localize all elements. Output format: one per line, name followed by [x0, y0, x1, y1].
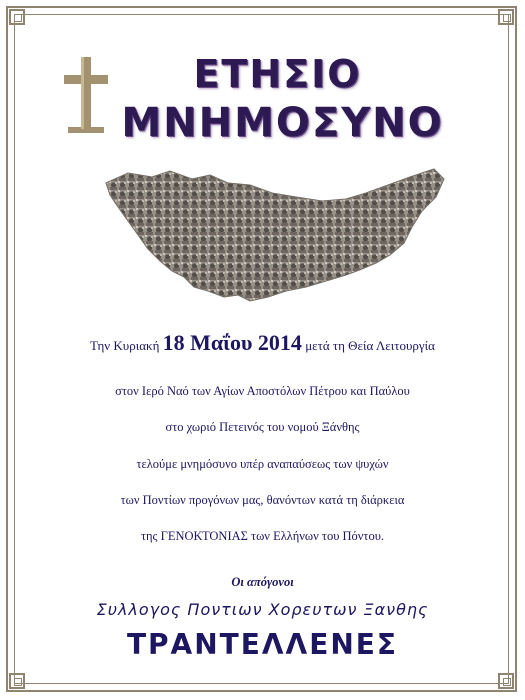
- association-name: Συλλογος Ποντιων Χορευτων Ξανθης: [96, 600, 429, 619]
- descendants-label: Οι απόγονοι: [231, 575, 294, 589]
- event-date: 18 Μαΐου 2014: [162, 330, 302, 355]
- ancestors-line: των Ποντίων προγόνων μας, θανόντων κατά τη διάρκεια: [120, 493, 405, 507]
- group-name: ΤΡΑΝΤΕΛΛΕΝΕΣ: [126, 628, 399, 661]
- village-line: στο χωριό Πετεινός του νομού Ξάνθης: [165, 420, 360, 434]
- memorial-line: τελούμε μνημόσυνο υπέρ αναπαύσεως των ψυχών: [136, 457, 389, 471]
- date-line: [0, 330, 525, 356]
- title-line-1: ΕΤΗΣΙΟ: [193, 52, 362, 96]
- genocide-line: της ΓΕΝΟΚΤΟΝΙΑΣ των Ελλήνων του Πόντου.: [140, 529, 385, 543]
- title-line-2: ΜΝΗΜΟΣΥΝΟ: [121, 100, 444, 146]
- date-suffix: μετά τη Θεία Λειτουργία: [301, 338, 435, 353]
- pontus-map-image: [100, 163, 450, 305]
- church-line: στον Ιερό Ναό των Αγίων Αποστόλων Πέτρου και Παύλου: [115, 384, 410, 398]
- date-prefix: Την Κυριακή: [90, 338, 163, 353]
